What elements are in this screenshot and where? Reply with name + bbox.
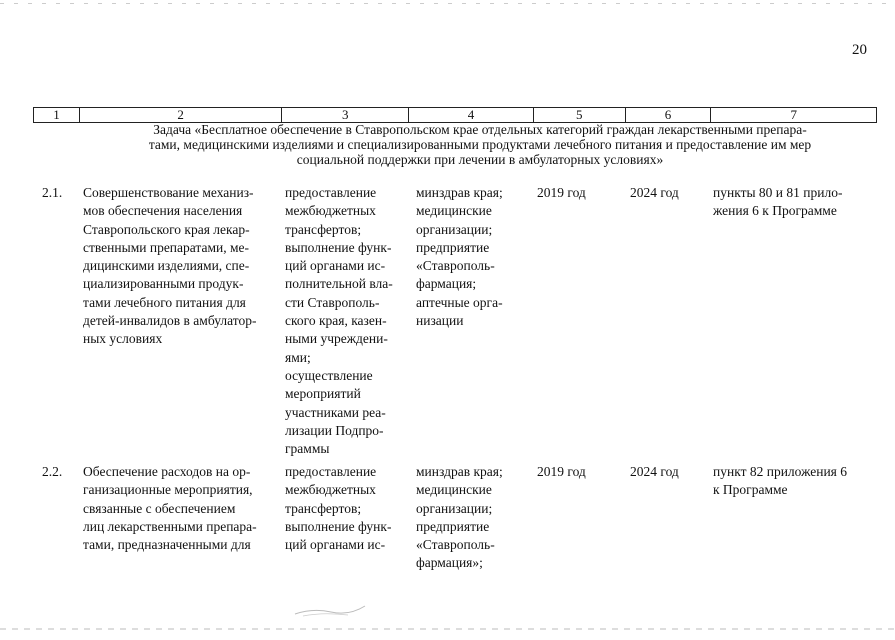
- header-col-1: 1: [34, 108, 80, 122]
- text-line: трансфертов;: [285, 221, 362, 237]
- text-line: фармация;: [416, 276, 477, 292]
- header-col-4: 4: [409, 108, 534, 122]
- page-number: 20: [852, 42, 867, 58]
- measure-name: [83, 463, 276, 554]
- text-line: участниками реа-: [285, 404, 386, 420]
- start-year: 2019 год: [537, 464, 586, 479]
- text-line: ственными препаратами, ме-: [83, 239, 250, 255]
- text-line: к Программе: [713, 482, 788, 498]
- start-year: 2019 год: [537, 185, 586, 200]
- text-line: «Ставрополь-: [416, 537, 495, 553]
- text-line: связанные с обеспечением: [83, 500, 236, 516]
- text-line: ского края, казен-: [285, 313, 387, 329]
- text-line: ями;: [285, 349, 311, 365]
- text-line: межбюджетных: [285, 482, 376, 498]
- column-number-header: [33, 107, 877, 123]
- text-line: предприятие: [416, 518, 490, 534]
- text-line: полнительной вла-: [285, 276, 393, 292]
- text-line: предприятие: [416, 239, 490, 255]
- text-line: лизации Подпро-: [285, 422, 384, 438]
- text-line: фармация»;: [416, 555, 483, 571]
- text-line: тами лечебного питания для: [83, 294, 246, 310]
- indicator-reference: [713, 463, 870, 500]
- responsible-executor: [416, 463, 528, 573]
- measure-name: [83, 184, 276, 349]
- task-title-line: тами, медицинскими изделиями и специализированными продуктами лечебного питания и предоставление им мер: [148, 137, 812, 152]
- row-number: 2.2.: [42, 464, 63, 479]
- header-col-2: 2: [80, 108, 283, 122]
- text-line: циализированными продук-: [83, 276, 244, 292]
- header-col-7: 7: [790, 107, 797, 122]
- text-line: медицинские: [416, 203, 492, 219]
- row-number: 2.1.: [42, 185, 63, 200]
- text-line: осуществление: [285, 367, 373, 383]
- indicator-reference: [713, 184, 870, 221]
- text-line: ных условиях: [83, 331, 163, 347]
- text-line: организации;: [416, 500, 493, 516]
- text-line: «Ставрополь-: [416, 258, 495, 274]
- responsible-executor: [416, 184, 528, 330]
- text-line: предоставление: [285, 464, 377, 479]
- text-line: выполнение функ-: [285, 518, 392, 534]
- task-title-line: социальной поддержки при лечении в амбулаторных условиях»: [296, 152, 664, 167]
- text-line: ганизационные мероприятия,: [83, 482, 253, 498]
- text-line: пункт 82 приложения 6: [713, 464, 848, 479]
- text-line: мероприятий: [285, 386, 361, 402]
- text-line: ций органами ис-: [285, 537, 386, 553]
- text-line: межбюджетных: [285, 203, 376, 219]
- header-col-3: 3: [282, 108, 409, 122]
- text-line: трансфертов;: [285, 500, 362, 516]
- text-line: аптечные орга-: [416, 294, 503, 310]
- text-line: ций органами ис-: [285, 258, 386, 274]
- text-line: детей-инвалидов в амбулатор-: [83, 313, 257, 329]
- header-col-5: 5: [534, 108, 626, 122]
- implementation-mechanism: [285, 184, 407, 458]
- text-line: организации;: [416, 221, 493, 237]
- scan-artifact: [293, 600, 368, 620]
- text-line: дицинскими изделиями, спе-: [83, 258, 250, 274]
- text-line: Обеспечение расходов на ор-: [83, 464, 251, 479]
- scan-edge-top: [0, 3, 895, 4]
- text-line: медицинские: [416, 482, 492, 498]
- text-line: граммы: [285, 441, 330, 457]
- implementation-mechanism: [285, 463, 407, 554]
- text-line: низации: [416, 313, 464, 329]
- end-year: 2024 год: [630, 464, 679, 479]
- text-line: минздрав края;: [416, 185, 503, 200]
- text-line: выполнение функ-: [285, 239, 392, 255]
- text-line: пункты 80 и 81 прило-: [713, 185, 843, 200]
- text-line: Ставропольского края лекар-: [83, 221, 250, 237]
- text-line: Совершенствование механиз-: [83, 185, 254, 200]
- text-line: ными учреждени-: [285, 331, 388, 347]
- text-line: тами, предназначенными для: [83, 537, 251, 553]
- header-col-6: 6: [626, 108, 712, 122]
- text-line: минздрав края;: [416, 464, 503, 479]
- text-line: жения 6 к Программе: [713, 203, 837, 219]
- task-title: [95, 122, 865, 167]
- task-title-line: Задача «Бесплатное обеспечение в Ставропольском крае отдельных категорий граждан лекарственными препара-: [153, 122, 807, 137]
- end-year: 2024 год: [630, 185, 679, 200]
- text-line: сти Ставрополь-: [285, 294, 380, 310]
- text-line: предоставление: [285, 185, 377, 200]
- scan-edge-bottom: [0, 628, 895, 630]
- text-line: лиц лекарственными препара-: [83, 518, 257, 534]
- text-line: мов обеспечения населения: [83, 203, 243, 219]
